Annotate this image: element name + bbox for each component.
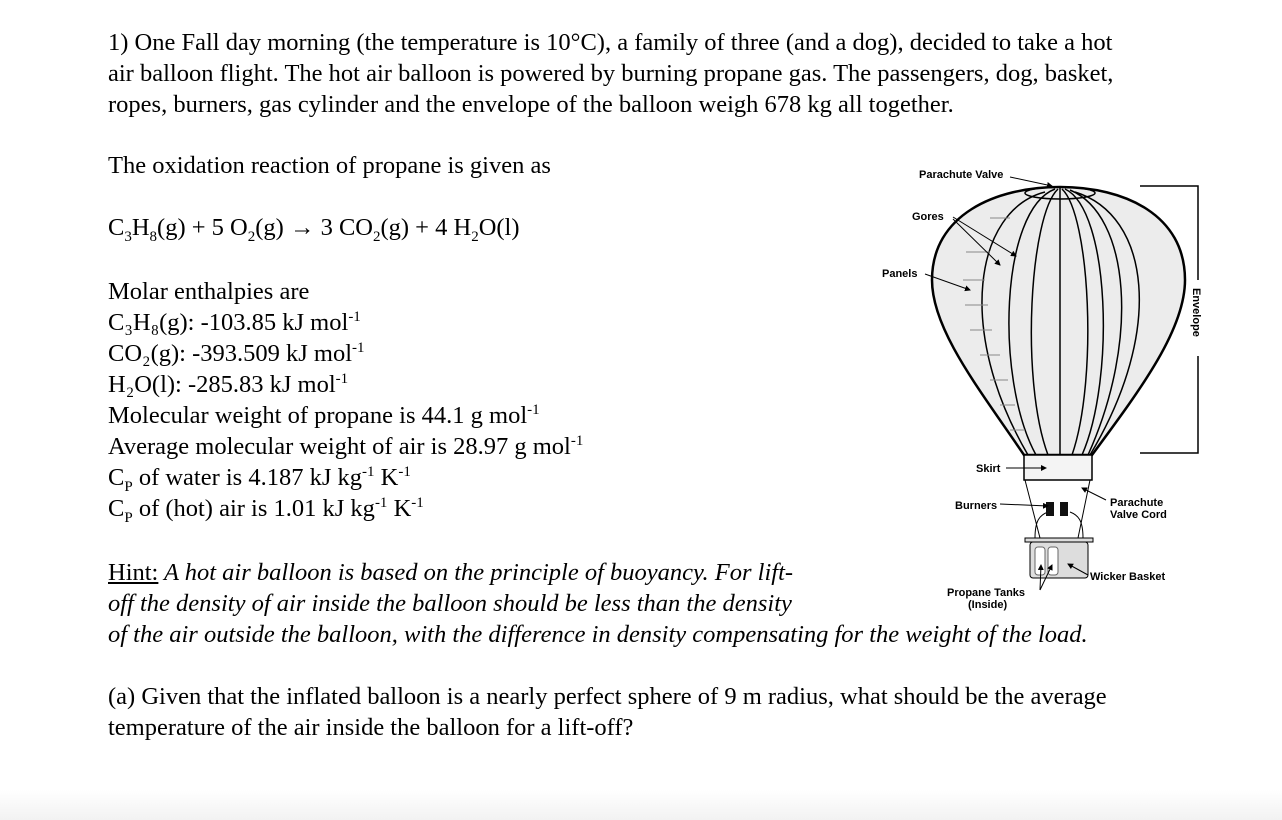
reaction-equation: $C_3H_8(g) + 5$ $O_2(g) \to 3$ $CO_2(g) + 4$ $H_2O(l)$ bbox=[108, 214, 520, 245]
label-parachute-valve-cord: Parachute bbox=[1110, 497, 1164, 509]
label-envelope: Envelope bbox=[1190, 288, 1202, 337]
label-burners: Burners bbox=[955, 500, 998, 512]
burners-shape bbox=[1046, 502, 1054, 516]
bottom-fade bbox=[0, 790, 1282, 820]
data-line: CO₂(g): -393.509 kJ mol$^{-1}$ bbox=[108, 339, 365, 367]
hint-line-3: of the air outside the balloon, with the difference in density compensating for the weight of the load. bbox=[108, 621, 1088, 648]
label-parachute-valve: Parachute Valve bbox=[919, 169, 1004, 181]
enthalpy-heading: Molar enthalpies are bbox=[108, 278, 310, 305]
hint-line-2: off the density of air inside the balloon should be less than the density bbox=[108, 590, 792, 617]
label-wicker-basket: Wicker Basket bbox=[1090, 571, 1166, 583]
hint-line-1: Hint: A hot air balloon is based on the principle of buoyancy. For lift- bbox=[108, 559, 794, 586]
reaction-intro: The oxidation reaction of propane is given as bbox=[108, 152, 551, 179]
cp-air: $C_P$ of (hot) air is 1.01 kJ $kg^{-1}$ $K^{-1}$ bbox=[108, 494, 424, 526]
cp-water: $C_P$ of water is 4.187 kJ $kg^{-1}$ $K^{-1}$ bbox=[108, 463, 411, 495]
label-propane-tanks-2: (Inside) bbox=[968, 599, 1008, 611]
data-line: Average molecular weight of air is 28.97 g mol$^{-1}$ bbox=[108, 432, 584, 460]
label-skirt: Skirt bbox=[976, 463, 1001, 475]
label-propane-tanks: Propane Tanks bbox=[947, 587, 1026, 599]
intro-line-2: air balloon flight. The hot air balloon is powered by burning propane gas. The passengers, dog, basket, bbox=[108, 60, 1114, 87]
label-panels: Panels bbox=[882, 268, 918, 280]
intro-line-1: 1) One Fall day morning (the temperature is 10°C), a family of three (and a dog), decided to take a hot bbox=[108, 29, 1113, 56]
data-line: H₂O(l): -285.83 kJ mol$^{-1}$ bbox=[108, 370, 349, 398]
label-gores: Gores bbox=[912, 211, 944, 223]
question-line-2: temperature of the air inside the balloon for a lift-off? bbox=[108, 714, 634, 741]
intro-line-3: ropes, burners, gas cylinder and the envelope of the balloon weigh 678 kg all together. bbox=[108, 91, 954, 118]
data-line: C₃H₈(g): -103.85 kJ mol$^{-1}$ bbox=[108, 308, 361, 336]
question-line-1: (a) Given that the inflated balloon is a nearly perfect sphere of 9 m radius, what should be the average bbox=[108, 683, 1107, 710]
label-parachute-valve-cord-2: Valve Cord bbox=[1110, 509, 1167, 521]
data-line: Molecular weight of propane is 44.1 g mol$^{-1}$ bbox=[108, 401, 540, 429]
